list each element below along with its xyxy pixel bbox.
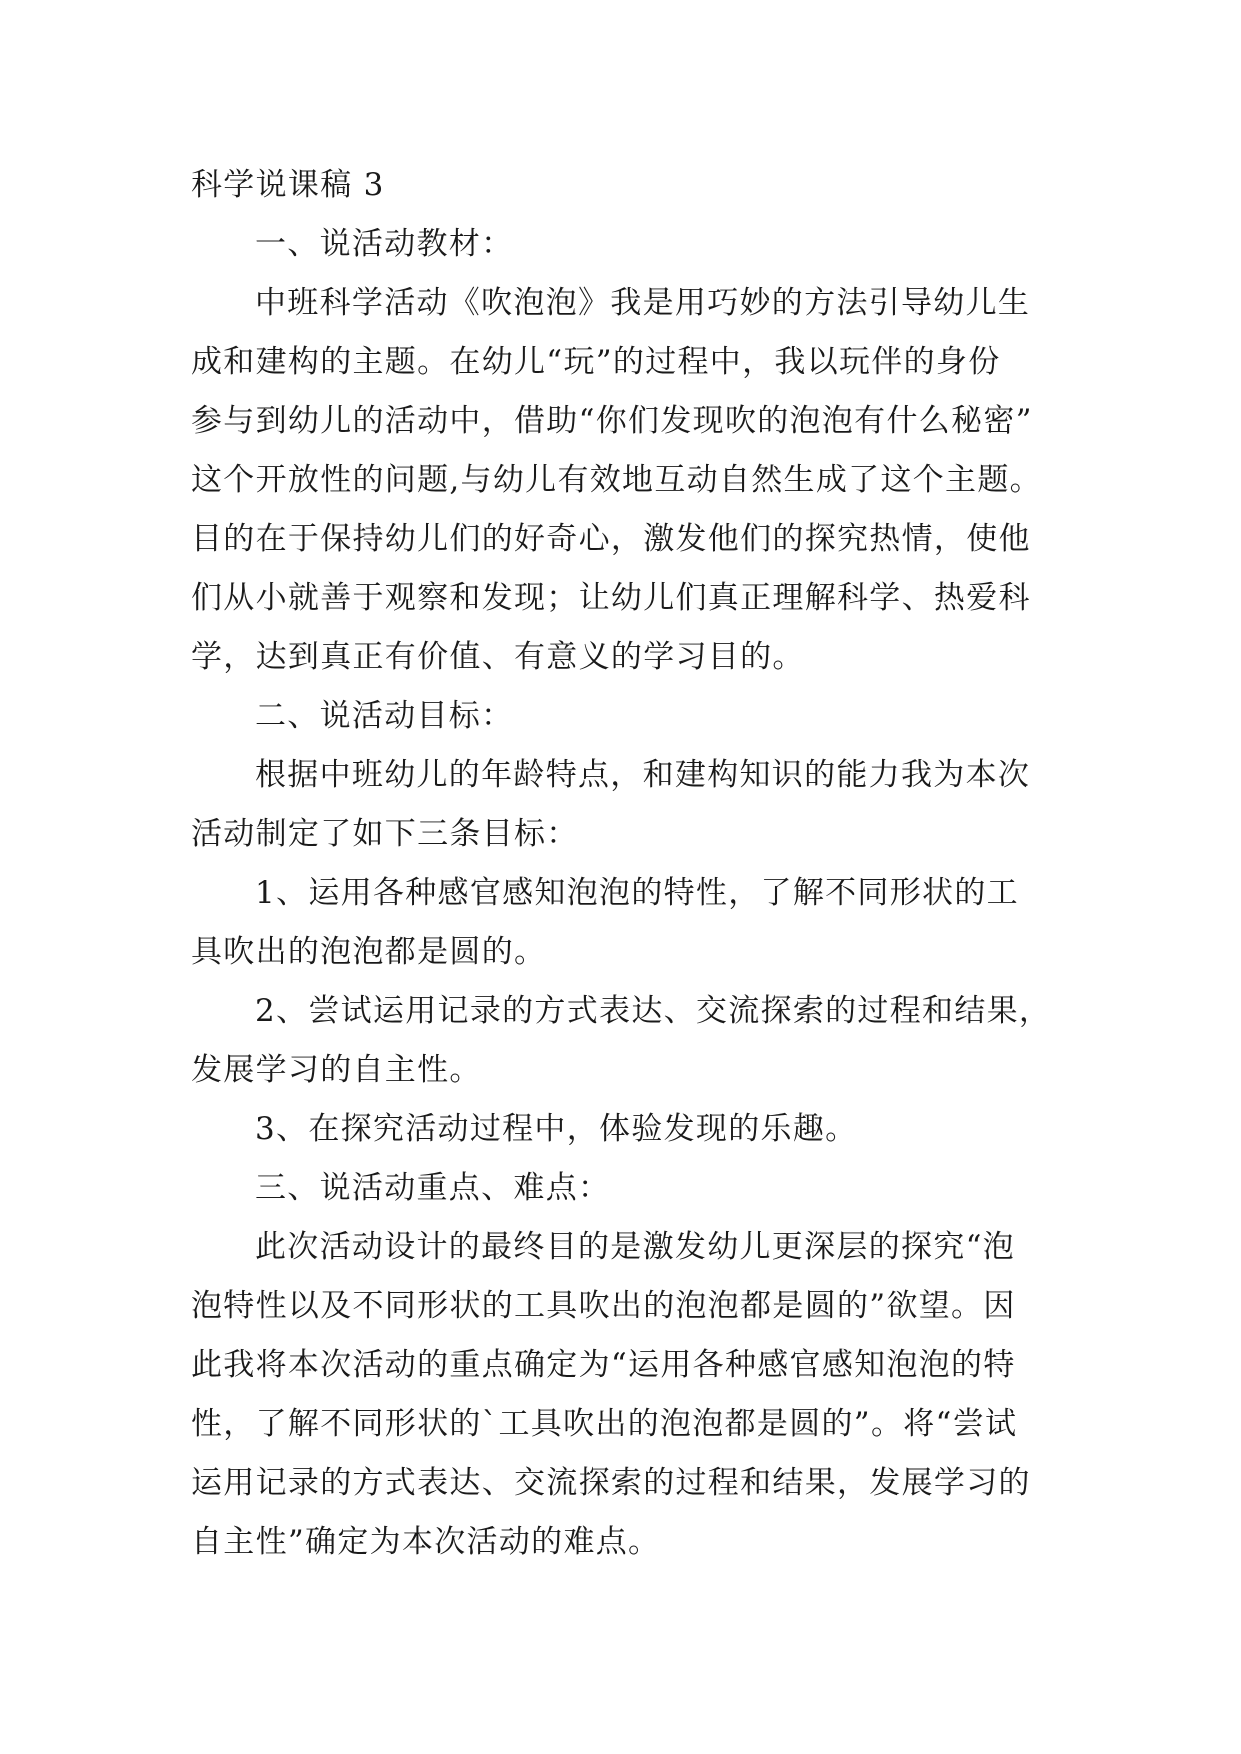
text-line: 目的在于保持幼儿们的好奇心，激发他们的探究热情，使他	[191, 521, 1031, 557]
text-line: 二、说活动目标：	[255, 698, 514, 734]
text-line: 们从小就善于观察和发现；让幼儿们真正理解科学、热爱科	[191, 580, 1031, 616]
text-line: 1、运用各种感官感知泡泡的特性，了解不同形状的工	[255, 875, 1019, 911]
text-line: 此次活动设计的最终目的是激发幼儿更深层的探究“泡	[255, 1229, 1016, 1265]
text-line: 活动制定了如下三条目标：	[191, 816, 579, 852]
text-line: 泡特性以及不同形状的工具吹出的泡泡都是圆的”欲望。因	[191, 1288, 1016, 1324]
text-line: 学，达到真正有价值、有意义的学习目的。	[191, 639, 805, 675]
text-line: 此我将本次活动的重点确定为“运用各种感官感知泡泡的特	[191, 1347, 1016, 1383]
text-line: 三、说活动重点、难点：	[255, 1170, 611, 1206]
text-line: 一、说活动教材：	[255, 226, 514, 262]
document-body	[191, 156, 1051, 1572]
text-line: 成和建构的主题。在幼儿“玩”的过程中，我以玩伴的身份	[191, 344, 1001, 380]
text-line: 性，了解不同形状的`工具吹出的泡泡都是圆的”。将“尝试	[191, 1406, 1018, 1442]
text-line: 这个开放性的问题,与幼儿有效地互动自然生成了这个主题。	[191, 462, 1042, 498]
text-line: 具吹出的泡泡都是圆的。	[191, 934, 547, 970]
text-line: 发展学习的自主性。	[191, 1052, 482, 1088]
text-line: 自主性”确定为本次活动的难点。	[191, 1524, 661, 1560]
document-lines	[191, 215, 1051, 1572]
text-line: 根据中班幼儿的年龄特点，和建构知识的能力我为本次	[255, 757, 1031, 793]
text-line: 3、在探究活动过程中，体验发现的乐趣。	[255, 1111, 858, 1147]
text-line: 2、尝试运用记录的方式表达、交流探索的过程和结果，	[255, 993, 1052, 1029]
text-line: 运用记录的方式表达、交流探索的过程和结果，发展学习的	[191, 1465, 1031, 1501]
document-title: 科学说课稿 3	[191, 167, 385, 203]
text-line: 参与到幼儿的活动中，借助“你们发现吹的泡泡有什么秘密”	[191, 403, 1033, 439]
text-line: 中班科学活动《吹泡泡》我是用巧妙的方法引导幼儿生	[255, 285, 1031, 321]
